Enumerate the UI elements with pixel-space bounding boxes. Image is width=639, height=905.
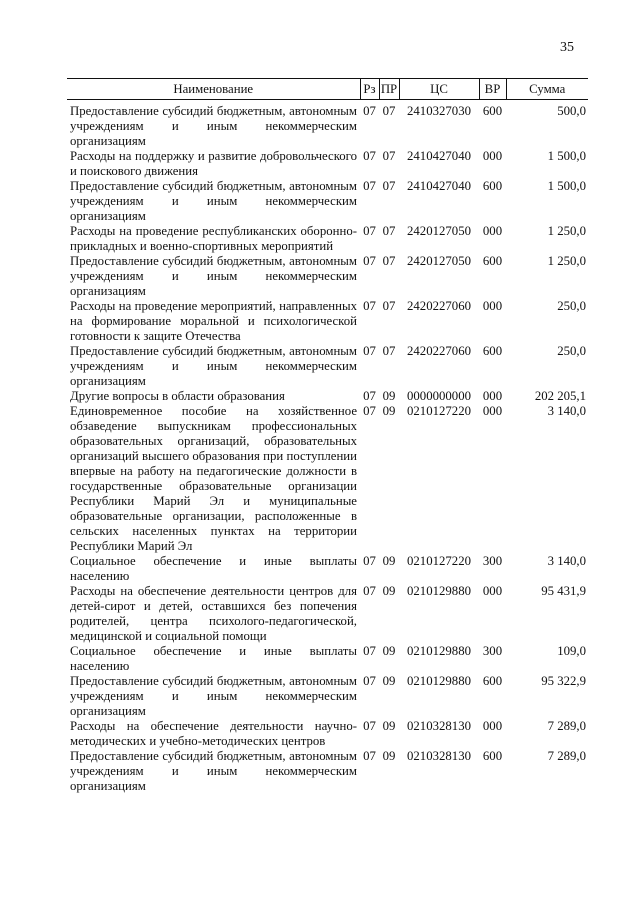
- cell-sum: 7 289,0: [547, 719, 586, 733]
- table-row: [67, 149, 588, 179]
- cell-vr: 000: [482, 299, 503, 313]
- cell-cs: 2410327030: [407, 104, 471, 118]
- cell-name: Социальное обеспечение и иные выплаты населению: [70, 554, 357, 583]
- cell-rz: 07: [363, 404, 376, 418]
- table-row: [67, 254, 588, 299]
- cell-name: Расходы на проведение республиканских оборонно-прикладных и военно-спортивных мероприятий: [70, 224, 357, 253]
- cell-vr: 600: [482, 179, 503, 193]
- table-row: [67, 344, 588, 389]
- cell-sum: 250,0: [557, 299, 586, 313]
- cell-pr: 09: [382, 554, 396, 568]
- cell-rz: 07: [363, 644, 376, 658]
- cell-vr: 000: [482, 404, 503, 418]
- cell-pr: 09: [382, 389, 396, 403]
- table-row: [67, 299, 588, 344]
- cell-rz: 07: [363, 749, 376, 763]
- cell-sum: 7 289,0: [547, 749, 586, 763]
- table-row: [67, 224, 588, 254]
- cell-rz: 07: [363, 389, 376, 403]
- cell-cs: 0210129880: [407, 584, 471, 598]
- header-pr: ПР: [379, 79, 399, 100]
- header-name: Наименование: [67, 79, 360, 100]
- cell-rz: 07: [363, 554, 376, 568]
- cell-rz: 07: [363, 224, 376, 238]
- cell-vr: 600: [482, 254, 503, 268]
- cell-vr: 600: [482, 674, 503, 688]
- cell-pr: 09: [382, 584, 396, 598]
- cell-pr: 09: [382, 404, 396, 418]
- cell-sum: 95 431,9: [541, 584, 586, 598]
- cell-cs: 0210127220: [407, 404, 471, 418]
- cell-cs: 0210328130: [407, 749, 471, 763]
- cell-rz: 07: [363, 299, 376, 313]
- page-number: 35: [560, 40, 574, 55]
- cell-pr: 07: [382, 224, 396, 238]
- table-row: [67, 584, 588, 644]
- budget-table: [67, 78, 588, 794]
- cell-sum: 250,0: [557, 344, 586, 358]
- header-sum: Сумма: [506, 79, 588, 100]
- table-row: [67, 719, 588, 749]
- cell-pr: 09: [382, 719, 396, 733]
- cell-vr: 000: [482, 224, 503, 238]
- cell-rz: 07: [363, 584, 376, 598]
- cell-pr: 09: [382, 749, 396, 763]
- cell-rz: 07: [363, 104, 376, 118]
- cell-name: Предоставление субсидий бюджетным, автономным учреждениям и иным некоммерческим организациям: [70, 254, 357, 298]
- cell-cs: 0210328130: [407, 719, 471, 733]
- cell-sum: 95 322,9: [541, 674, 586, 688]
- cell-vr: 600: [482, 104, 503, 118]
- cell-name: Единовременное пособие на хозяйственное обзаведение выпускникам профессиональных образовательных организаций, образовательных организаций высшего образования при поступлении впервые на работу на педагогические должности в государственные образовательные организации Республики Марий Эл и муниципальные образовательные организации, расположенные в сельских населенных пунктах на территории Республики Марий Эл: [70, 404, 357, 553]
- cell-name: Расходы на проведение мероприятий, направленных на формирование моральной и психологической готовности к защите Отечества: [70, 299, 357, 343]
- cell-rz: 07: [363, 719, 376, 733]
- cell-cs: 0210129880: [407, 674, 471, 688]
- cell-sum: 3 140,0: [547, 404, 586, 418]
- cell-sum: 202 205,1: [534, 389, 586, 403]
- cell-name: Предоставление субсидий бюджетным, автономным учреждениям и иным некоммерческим организациям: [70, 179, 357, 223]
- header-rz: Рз: [360, 79, 379, 100]
- cell-sum: 1 500,0: [547, 179, 586, 193]
- cell-cs: 2420127050: [407, 224, 471, 238]
- cell-pr: 07: [382, 254, 396, 268]
- table-row: [67, 674, 588, 719]
- table-header: [67, 79, 588, 100]
- table-row: [67, 749, 588, 794]
- cell-sum: 1 250,0: [547, 254, 586, 268]
- table-row: [67, 100, 588, 150]
- cell-pr: 09: [382, 644, 396, 658]
- cell-name: Предоставление субсидий бюджетным, автономным учреждениям и иным некоммерческим организациям: [70, 104, 357, 148]
- cell-pr: 09: [382, 674, 396, 688]
- cell-cs: 0210129880: [407, 644, 471, 658]
- cell-vr: 600: [482, 344, 503, 358]
- cell-rz: 07: [363, 674, 376, 688]
- table-row: [67, 404, 588, 554]
- cell-vr: 300: [482, 644, 503, 658]
- cell-sum: 500,0: [557, 104, 586, 118]
- cell-vr: 600: [482, 749, 503, 763]
- cell-cs: 2420227060: [407, 344, 471, 358]
- cell-cs: 2410427040: [407, 179, 471, 193]
- table-row: [67, 389, 588, 404]
- table-body: [67, 100, 588, 795]
- table-row: [67, 644, 588, 674]
- cell-name: Расходы на обеспечение деятельности центров для детей-сирот и детей, оставшихся без попечения родителей, центра психолого-педагогической, медицинской и социальной помощи: [70, 584, 357, 643]
- header-vr: ВР: [479, 79, 506, 100]
- cell-rz: 07: [363, 344, 376, 358]
- cell-name: Расходы на обеспечение деятельности научно-методических и учебно-методических центров: [70, 719, 357, 748]
- cell-vr: 000: [482, 389, 503, 403]
- cell-cs: 0210127220: [407, 554, 471, 568]
- cell-vr: 300: [482, 554, 503, 568]
- cell-name: Социальное обеспечение и иные выплаты населению: [70, 644, 357, 673]
- cell-pr: 07: [382, 299, 396, 313]
- cell-vr: 000: [482, 149, 503, 163]
- table-row: [67, 179, 588, 224]
- cell-cs: 2420227060: [407, 299, 471, 313]
- cell-vr: 000: [482, 584, 503, 598]
- cell-cs: 2420127050: [407, 254, 471, 268]
- cell-name: Расходы на поддержку и развитие добровольческого и поискового движения: [70, 149, 357, 178]
- cell-cs: 0000000000: [407, 389, 471, 403]
- cell-sum: 1 500,0: [547, 149, 586, 163]
- cell-rz: 07: [363, 254, 376, 268]
- cell-pr: 07: [382, 104, 396, 118]
- cell-pr: 07: [382, 179, 396, 193]
- cell-vr: 000: [482, 719, 503, 733]
- cell-sum: 109,0: [557, 644, 586, 658]
- cell-pr: 07: [382, 149, 396, 163]
- cell-name: Другие вопросы в области образования: [70, 389, 285, 403]
- cell-cs: 2410427040: [407, 149, 471, 163]
- cell-rz: 07: [363, 179, 376, 193]
- cell-name: Предоставление субсидий бюджетным, автономным учреждениям и иным некоммерческим организациям: [70, 749, 357, 793]
- cell-pr: 07: [382, 344, 396, 358]
- cell-name: Предоставление субсидий бюджетным, автономным учреждениям и иным некоммерческим организациям: [70, 344, 357, 388]
- cell-name: Предоставление субсидий бюджетным, автономным учреждениям и иным некоммерческим организациям: [70, 674, 357, 718]
- cell-sum: 1 250,0: [547, 224, 586, 238]
- cell-rz: 07: [363, 149, 376, 163]
- table-row: [67, 554, 588, 584]
- header-cs: ЦС: [399, 79, 479, 100]
- cell-sum: 3 140,0: [547, 554, 586, 568]
